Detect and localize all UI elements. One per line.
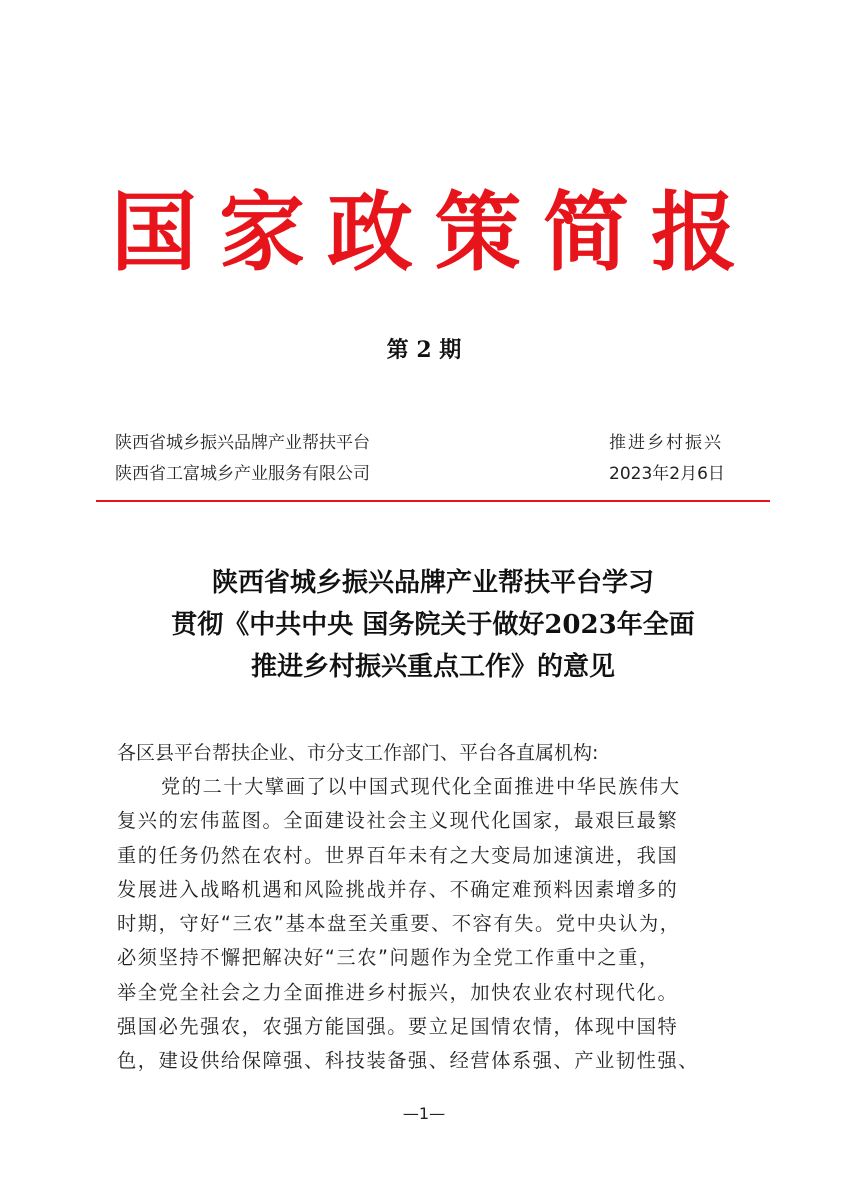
body-line: 必须坚持不懈把解决好“三农”问题作为全党工作重中之重，: [117, 946, 660, 970]
publisher-block: [115, 428, 370, 490]
issue-number: 第 2 期: [386, 337, 462, 363]
body-line: 发展进入战略机遇和风险挑战并存、不确定难预料因素增多的: [117, 877, 679, 901]
title-line: 推进乡村振兴重点工作》的意见: [250, 652, 615, 682]
body-line: 色，建设供给保障强、科技装备强、经营体系强、产业韧性强、: [117, 1049, 700, 1073]
publisher-org-2: 陕西省工富城乡产业服务有限公司: [115, 464, 370, 484]
title-line: 贯彻《中共中央 国务院关于做好2023年全面: [171, 610, 695, 640]
category-label: 推进乡村振兴: [609, 433, 723, 453]
body-line: 党的二十大擘画了以中国式现代化全面推进中华民族伟大: [161, 775, 681, 798]
body-paragraph: [117, 770, 745, 1079]
publisher-org-1: 陕西省城乡振兴品牌产业帮扶平台: [115, 433, 370, 453]
title-line: 陕西省城乡振兴品牌产业帮扶平台学习: [211, 568, 654, 598]
body-line: 强国必先强农，农强方能国强。要立足国情农情，体现中国特: [117, 1015, 679, 1039]
publish-date: 2023年2月6日: [609, 464, 725, 484]
body-line: 复兴的宏伟蓝图。全面建设社会主义现代化国家，最艰巨最繁: [117, 809, 679, 833]
body-line: 举全党全社会之力全面推进乡村振兴，加快农业农村现代化。: [117, 980, 679, 1004]
masthead-title: 国家政策简报: [111, 182, 759, 283]
body-line: 时期，守好“三农”基本盘至关重要、不容有失。党中央认为，: [117, 912, 681, 936]
category-date-block: [609, 428, 725, 490]
page-number: —1—: [402, 1104, 446, 1123]
body-line: 重的任务仍然在农村。世界百年未有之大变局加速演进，我国: [117, 843, 679, 867]
header-divider: [96, 500, 770, 502]
salutation: 各区县平台帮扶企业、市分支工作部门、平台各直属机构:: [117, 742, 599, 764]
document-title: [96, 562, 770, 688]
